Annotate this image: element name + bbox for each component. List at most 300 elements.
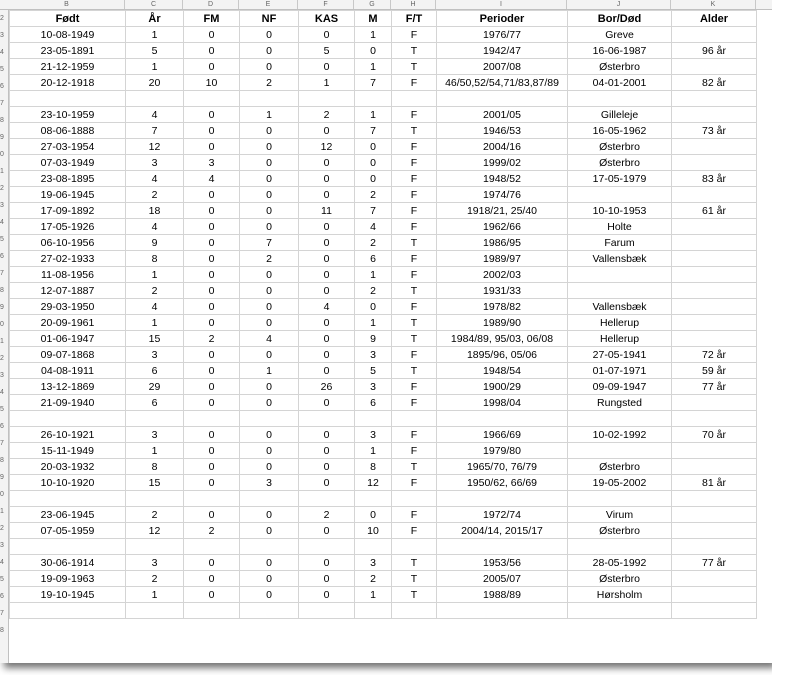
table-cell[interactable]: 0 xyxy=(240,587,299,603)
table-cell[interactable] xyxy=(184,491,240,507)
table-cell[interactable]: 0 xyxy=(184,299,240,315)
row-number[interactable]: 7 xyxy=(0,100,4,107)
table-cell[interactable] xyxy=(672,27,757,43)
table-cell[interactable] xyxy=(392,411,437,427)
table-cell[interactable]: 1953/56 xyxy=(437,555,568,571)
row-number[interactable]: 9 xyxy=(0,134,4,141)
table-cell[interactable]: 0 xyxy=(299,235,355,251)
table-cell[interactable]: 16-05-1962 xyxy=(568,123,672,139)
table-cell[interactable]: 0 xyxy=(184,315,240,331)
table-cell[interactable] xyxy=(568,267,672,283)
table-cell[interactable] xyxy=(299,491,355,507)
table-cell[interactable] xyxy=(10,603,126,619)
table-cell[interactable]: F xyxy=(392,267,437,283)
table-cell[interactable]: 2 xyxy=(240,251,299,267)
table-cell[interactable]: 19-05-2002 xyxy=(568,475,672,491)
table-cell[interactable]: F xyxy=(392,251,437,267)
table-cell[interactable] xyxy=(126,91,184,107)
table-cell[interactable]: 1998/04 xyxy=(437,395,568,411)
table-cell[interactable]: 1950/62, 66/69 xyxy=(437,475,568,491)
table-cell[interactable]: 0 xyxy=(240,523,299,539)
table-cell[interactable]: 17-05-1926 xyxy=(10,219,126,235)
table-cell[interactable]: T xyxy=(392,571,437,587)
table-cell[interactable]: 1988/89 xyxy=(437,587,568,603)
table-cell[interactable] xyxy=(672,331,757,347)
table-cell[interactable]: 0 xyxy=(299,315,355,331)
table-cell[interactable]: 0 xyxy=(184,555,240,571)
table-cell[interactable]: 2 xyxy=(126,571,184,587)
row-number[interactable]: 0 xyxy=(0,491,4,498)
table-cell[interactable]: Østerbro xyxy=(568,571,672,587)
table-cell[interactable]: 20-12-1918 xyxy=(10,75,126,91)
table-cell[interactable]: 4 xyxy=(126,219,184,235)
table-cell[interactable]: F xyxy=(392,139,437,155)
table-cell[interactable]: 3 xyxy=(184,155,240,171)
table-cell[interactable]: Virum xyxy=(568,507,672,523)
row-number[interactable]: 6 xyxy=(0,593,4,600)
table-cell[interactable]: T xyxy=(392,315,437,331)
table-cell[interactable]: 83 år xyxy=(672,171,757,187)
table-cell[interactable]: 0 xyxy=(299,443,355,459)
table-cell[interactable]: 0 xyxy=(240,347,299,363)
table-cell[interactable]: 26 xyxy=(299,379,355,395)
table-cell[interactable]: 0 xyxy=(240,187,299,203)
column-letter[interactable]: K xyxy=(671,0,756,9)
table-cell[interactable] xyxy=(672,283,757,299)
table-cell[interactable]: F xyxy=(392,203,437,219)
table-cell[interactable] xyxy=(672,539,757,555)
table-cell[interactable]: 19-09-1963 xyxy=(10,571,126,587)
table-cell[interactable]: 3 xyxy=(126,555,184,571)
table-cell[interactable]: 0 xyxy=(355,155,392,171)
table-cell[interactable]: 0 xyxy=(184,267,240,283)
table-cell[interactable]: 0 xyxy=(299,219,355,235)
table-cell[interactable]: 1948/52 xyxy=(437,171,568,187)
table-cell[interactable]: 1 xyxy=(355,107,392,123)
row-number[interactable]: 9 xyxy=(0,304,4,311)
row-number[interactable]: 8 xyxy=(0,117,4,124)
table-cell[interactable]: 0 xyxy=(184,395,240,411)
table-cell[interactable]: 0 xyxy=(299,251,355,267)
table-cell[interactable]: 2 xyxy=(126,507,184,523)
table-cell[interactable]: 0 xyxy=(240,507,299,523)
table-cell[interactable]: 0 xyxy=(299,27,355,43)
table-cell[interactable]: 4 xyxy=(126,171,184,187)
table-cell[interactable]: 0 xyxy=(299,523,355,539)
row-number[interactable]: 2 xyxy=(0,185,4,192)
table-cell[interactable]: 29 xyxy=(126,379,184,395)
table-cell[interactable]: 04-01-2001 xyxy=(568,75,672,91)
table-cell[interactable] xyxy=(184,411,240,427)
table-cell[interactable]: 2 xyxy=(126,187,184,203)
table-cell[interactable]: 29-03-1950 xyxy=(10,299,126,315)
table-cell[interactable]: T xyxy=(392,235,437,251)
table-cell[interactable]: 11 xyxy=(299,203,355,219)
table-cell[interactable] xyxy=(672,299,757,315)
table-cell[interactable] xyxy=(392,491,437,507)
table-cell[interactable]: 9 xyxy=(355,331,392,347)
table-cell[interactable]: 4 xyxy=(240,331,299,347)
table-cell[interactable] xyxy=(126,539,184,555)
table-cell[interactable]: F xyxy=(392,395,437,411)
table-cell[interactable] xyxy=(568,539,672,555)
table-cell[interactable]: 12 xyxy=(126,139,184,155)
table-cell[interactable]: F xyxy=(392,523,437,539)
table-cell[interactable]: T xyxy=(392,123,437,139)
table-cell[interactable]: 0 xyxy=(184,219,240,235)
table-cell[interactable]: Hellerup xyxy=(568,331,672,347)
table-cell[interactable]: 0 xyxy=(240,27,299,43)
table-cell[interactable]: 0 xyxy=(184,459,240,475)
table-cell[interactable]: 0 xyxy=(299,331,355,347)
column-letter[interactable]: E xyxy=(239,0,298,9)
table-cell[interactable]: 1 xyxy=(355,315,392,331)
table-cell[interactable] xyxy=(299,539,355,555)
table-cell[interactable]: 08-06-1888 xyxy=(10,123,126,139)
table-cell[interactable]: 0 xyxy=(240,59,299,75)
table-cell[interactable]: 4 xyxy=(299,299,355,315)
table-cell[interactable]: F xyxy=(392,219,437,235)
table-cell[interactable]: 6 xyxy=(355,251,392,267)
table-cell[interactable]: 28-05-1992 xyxy=(568,555,672,571)
table-cell[interactable]: 1986/95 xyxy=(437,235,568,251)
table-cell[interactable]: 0 xyxy=(299,347,355,363)
table-cell[interactable] xyxy=(126,603,184,619)
table-cell[interactable]: 0 xyxy=(299,395,355,411)
table-cell[interactable]: 1 xyxy=(355,59,392,75)
row-number[interactable]: 7 xyxy=(0,440,4,447)
row-number[interactable]: 0 xyxy=(0,321,4,328)
table-cell[interactable]: 09-07-1868 xyxy=(10,347,126,363)
table-cell[interactable]: 10 xyxy=(184,75,240,91)
table-cell[interactable]: 7 xyxy=(355,75,392,91)
table-cell[interactable] xyxy=(672,267,757,283)
table-cell[interactable]: F xyxy=(392,171,437,187)
table-cell[interactable]: 1 xyxy=(299,75,355,91)
table-cell[interactable]: 1942/47 xyxy=(437,43,568,59)
table-cell[interactable]: Østerbro xyxy=(568,155,672,171)
table-cell[interactable]: 1 xyxy=(126,443,184,459)
table-cell[interactable]: F xyxy=(392,475,437,491)
table-cell[interactable]: 0 xyxy=(240,459,299,475)
table-cell[interactable]: 0 xyxy=(184,123,240,139)
table-cell[interactable]: 0 xyxy=(240,395,299,411)
table-cell[interactable]: 13-12-1869 xyxy=(10,379,126,395)
table-cell[interactable]: 70 år xyxy=(672,427,757,443)
table-cell[interactable]: 27-02-1933 xyxy=(10,251,126,267)
table-cell[interactable]: 0 xyxy=(355,139,392,155)
table-cell[interactable]: F xyxy=(392,155,437,171)
table-cell[interactable]: 2001/05 xyxy=(437,107,568,123)
row-number[interactable]: 7 xyxy=(0,610,4,617)
table-cell[interactable]: 0 xyxy=(299,475,355,491)
row-number[interactable]: 6 xyxy=(0,423,4,430)
table-cell[interactable]: 0 xyxy=(299,283,355,299)
table-cell[interactable] xyxy=(392,603,437,619)
table-cell[interactable]: Østerbro xyxy=(568,139,672,155)
table-cell[interactable]: 0 xyxy=(299,59,355,75)
table-cell[interactable]: F xyxy=(392,75,437,91)
table-cell[interactable]: 0 xyxy=(184,107,240,123)
table-cell[interactable] xyxy=(672,59,757,75)
table-cell[interactable] xyxy=(568,491,672,507)
row-number[interactable]: 6 xyxy=(0,253,4,260)
table-cell[interactable]: 27-03-1954 xyxy=(10,139,126,155)
table-cell[interactable]: 81 år xyxy=(672,475,757,491)
table-cell[interactable]: 7 xyxy=(355,123,392,139)
table-cell[interactable]: 12 xyxy=(299,139,355,155)
row-number[interactable]: 1 xyxy=(0,508,4,515)
row-number[interactable]: 9 xyxy=(0,474,4,481)
table-cell[interactable]: 20 xyxy=(126,75,184,91)
table-cell[interactable]: 18 xyxy=(126,203,184,219)
table-cell[interactable]: 9 xyxy=(126,235,184,251)
table-cell[interactable] xyxy=(355,411,392,427)
table-cell[interactable]: 1989/97 xyxy=(437,251,568,267)
table-cell[interactable]: Rungsted xyxy=(568,395,672,411)
table-cell[interactable]: 07-03-1949 xyxy=(10,155,126,171)
table-cell[interactable]: 0 xyxy=(184,187,240,203)
row-number[interactable]: 5 xyxy=(0,576,4,583)
row-number[interactable]: 2 xyxy=(0,355,4,362)
table-cell[interactable]: 1918/21, 25/40 xyxy=(437,203,568,219)
table-cell[interactable]: 30-06-1914 xyxy=(10,555,126,571)
table-cell[interactable] xyxy=(672,587,757,603)
table-cell[interactable] xyxy=(672,219,757,235)
table-cell[interactable]: 0 xyxy=(299,427,355,443)
table-cell[interactable]: 1984/89, 95/03, 06/08 xyxy=(437,331,568,347)
table-cell[interactable]: Hellerup xyxy=(568,315,672,331)
table-cell[interactable] xyxy=(184,91,240,107)
table-cell[interactable]: 0 xyxy=(355,299,392,315)
table-cell[interactable]: 23-10-1959 xyxy=(10,107,126,123)
table-cell[interactable] xyxy=(355,491,392,507)
table-cell[interactable]: 0 xyxy=(184,235,240,251)
table-cell[interactable]: T xyxy=(392,59,437,75)
table-cell[interactable] xyxy=(568,91,672,107)
row-number[interactable]: 4 xyxy=(0,389,4,396)
table-cell[interactable]: 0 xyxy=(184,27,240,43)
table-cell[interactable]: 20-03-1932 xyxy=(10,459,126,475)
table-cell[interactable]: 2 xyxy=(355,187,392,203)
table-cell[interactable]: 19-06-1945 xyxy=(10,187,126,203)
table-cell[interactable]: 1900/29 xyxy=(437,379,568,395)
row-number[interactable]: 8 xyxy=(0,287,4,294)
table-cell[interactable]: 1 xyxy=(355,587,392,603)
table-cell[interactable]: 10-08-1949 xyxy=(10,27,126,43)
table-cell[interactable]: 3 xyxy=(126,347,184,363)
table-cell[interactable]: 46/50,52/54,71/83,87/89 xyxy=(437,75,568,91)
row-number[interactable]: 6 xyxy=(0,83,4,90)
table-cell[interactable]: 2 xyxy=(355,235,392,251)
table-cell[interactable]: 17-05-1979 xyxy=(568,171,672,187)
table-cell[interactable]: 0 xyxy=(355,171,392,187)
table-cell[interactable] xyxy=(355,91,392,107)
table-cell[interactable]: 0 xyxy=(184,443,240,459)
table-cell[interactable]: 1962/66 xyxy=(437,219,568,235)
table-cell[interactable] xyxy=(299,91,355,107)
table-cell[interactable]: 1 xyxy=(240,107,299,123)
table-cell[interactable]: 1 xyxy=(355,267,392,283)
table-cell[interactable]: 0 xyxy=(240,171,299,187)
table-cell[interactable] xyxy=(568,411,672,427)
table-cell[interactable]: 2 xyxy=(299,107,355,123)
column-letter[interactable]: C xyxy=(125,0,183,9)
row-number[interactable]: 8 xyxy=(0,457,4,464)
table-cell[interactable]: 72 år xyxy=(672,347,757,363)
table-cell[interactable]: 1946/53 xyxy=(437,123,568,139)
table-cell[interactable]: 6 xyxy=(355,395,392,411)
table-cell[interactable]: 4 xyxy=(184,171,240,187)
table-cell[interactable]: Hørsholm xyxy=(568,587,672,603)
table-cell[interactable]: 2 xyxy=(184,331,240,347)
table-cell[interactable]: 4 xyxy=(126,107,184,123)
table-cell[interactable]: 01-06-1947 xyxy=(10,331,126,347)
table-cell[interactable]: 1 xyxy=(126,27,184,43)
table-cell[interactable] xyxy=(672,507,757,523)
row-number[interactable]: 5 xyxy=(0,406,4,413)
table-cell[interactable] xyxy=(299,411,355,427)
table-cell[interactable]: 4 xyxy=(355,219,392,235)
table-cell[interactable]: 0 xyxy=(240,267,299,283)
table-cell[interactable]: 1 xyxy=(126,59,184,75)
table-cell[interactable]: 0 xyxy=(299,555,355,571)
table-cell[interactable] xyxy=(355,603,392,619)
table-cell[interactable]: 15-11-1949 xyxy=(10,443,126,459)
table-cell[interactable] xyxy=(672,107,757,123)
table-cell[interactable]: 0 xyxy=(299,363,355,379)
table-cell[interactable]: 1895/96, 05/06 xyxy=(437,347,568,363)
table-cell[interactable]: 3 xyxy=(240,475,299,491)
row-number[interactable]: 0 xyxy=(0,151,4,158)
table-cell[interactable] xyxy=(672,571,757,587)
table-cell[interactable]: 2 xyxy=(184,523,240,539)
table-cell[interactable]: 0 xyxy=(184,587,240,603)
table-cell[interactable]: 0 xyxy=(299,267,355,283)
table-cell[interactable]: 20-09-1961 xyxy=(10,315,126,331)
table-cell[interactable]: 1 xyxy=(240,363,299,379)
table-cell[interactable]: 0 xyxy=(184,363,240,379)
table-cell[interactable]: 1965/70, 76/79 xyxy=(437,459,568,475)
table-cell[interactable]: F xyxy=(392,379,437,395)
column-header[interactable]: M xyxy=(355,11,392,27)
row-number[interactable]: 3 xyxy=(0,372,4,379)
table-cell[interactable]: 0 xyxy=(355,507,392,523)
table-cell[interactable]: 12 xyxy=(126,523,184,539)
table-cell[interactable]: 10-10-1953 xyxy=(568,203,672,219)
table-cell[interactable]: F xyxy=(392,299,437,315)
table-cell[interactable]: 15 xyxy=(126,475,184,491)
column-header[interactable]: Perioder xyxy=(437,11,568,27)
table-cell[interactable]: 0 xyxy=(184,139,240,155)
table-cell[interactable]: 27-05-1941 xyxy=(568,347,672,363)
table-cell[interactable] xyxy=(672,523,757,539)
table-cell[interactable] xyxy=(568,283,672,299)
table-cell[interactable]: 82 år xyxy=(672,75,757,91)
table-cell[interactable]: 3 xyxy=(355,555,392,571)
table-cell[interactable]: 0 xyxy=(240,139,299,155)
table-cell[interactable] xyxy=(437,411,568,427)
table-cell[interactable]: F xyxy=(392,107,437,123)
table-cell[interactable]: 3 xyxy=(355,347,392,363)
table-cell[interactable]: Østerbro xyxy=(568,523,672,539)
row-number[interactable]: 3 xyxy=(0,32,4,39)
row-number[interactable]: 8 xyxy=(0,627,4,634)
table-cell[interactable]: 19-10-1945 xyxy=(10,587,126,603)
table-cell[interactable] xyxy=(437,603,568,619)
table-cell[interactable]: 6 xyxy=(126,363,184,379)
table-cell[interactable]: 96 år xyxy=(672,43,757,59)
table-cell[interactable]: 1978/82 xyxy=(437,299,568,315)
table-cell[interactable]: 2 xyxy=(355,571,392,587)
column-header[interactable]: NF xyxy=(240,11,299,27)
row-number[interactable]: 3 xyxy=(0,202,4,209)
table-cell[interactable] xyxy=(240,91,299,107)
table-cell[interactable]: 3 xyxy=(355,427,392,443)
column-letter[interactable]: G xyxy=(354,0,391,9)
table-cell[interactable] xyxy=(240,491,299,507)
table-cell[interactable]: 0 xyxy=(184,507,240,523)
table-cell[interactable]: 7 xyxy=(126,123,184,139)
table-cell[interactable]: T xyxy=(392,331,437,347)
row-number[interactable]: 3 xyxy=(0,542,4,549)
table-cell[interactable]: 0 xyxy=(240,123,299,139)
table-cell[interactable] xyxy=(437,539,568,555)
table-cell[interactable]: F xyxy=(392,347,437,363)
table-cell[interactable]: 0 xyxy=(240,155,299,171)
table-cell[interactable]: 0 xyxy=(184,203,240,219)
row-number[interactable]: 5 xyxy=(0,66,4,73)
column-header[interactable]: FM xyxy=(184,11,240,27)
table-cell[interactable] xyxy=(672,91,757,107)
table-cell[interactable] xyxy=(184,539,240,555)
row-number[interactable]: 5 xyxy=(0,236,4,243)
table-cell[interactable]: 0 xyxy=(355,43,392,59)
table-cell[interactable]: 2007/08 xyxy=(437,59,568,75)
table-cell[interactable]: Greve xyxy=(568,27,672,43)
row-number[interactable]: 4 xyxy=(0,559,4,566)
table-cell[interactable]: 2004/16 xyxy=(437,139,568,155)
table-cell[interactable]: 3 xyxy=(126,427,184,443)
table-cell[interactable] xyxy=(299,603,355,619)
row-number[interactable]: 1 xyxy=(0,168,4,175)
row-number[interactable]: 2 xyxy=(0,525,4,532)
table-cell[interactable] xyxy=(672,315,757,331)
table-cell[interactable]: 7 xyxy=(240,235,299,251)
table-cell[interactable]: 61 år xyxy=(672,203,757,219)
table-cell[interactable]: F xyxy=(392,187,437,203)
table-cell[interactable]: T xyxy=(392,43,437,59)
table-cell[interactable]: 2004/14, 2015/17 xyxy=(437,523,568,539)
table-cell[interactable]: 2 xyxy=(299,507,355,523)
table-cell[interactable]: T xyxy=(392,459,437,475)
column-letter[interactable]: I xyxy=(436,0,567,9)
table-cell[interactable]: Østerbro xyxy=(568,459,672,475)
table-cell[interactable]: 6 xyxy=(126,395,184,411)
table-cell[interactable] xyxy=(10,539,126,555)
table-cell[interactable] xyxy=(392,91,437,107)
table-cell[interactable]: 2005/07 xyxy=(437,571,568,587)
table-cell[interactable]: 0 xyxy=(184,475,240,491)
table-cell[interactable]: T xyxy=(392,587,437,603)
column-letter[interactable]: B xyxy=(9,0,125,9)
table-cell[interactable]: 0 xyxy=(240,43,299,59)
table-cell[interactable] xyxy=(240,411,299,427)
table-cell[interactable] xyxy=(240,603,299,619)
table-cell[interactable]: 1979/80 xyxy=(437,443,568,459)
table-cell[interactable]: 10-02-1992 xyxy=(568,427,672,443)
table-cell[interactable]: 0 xyxy=(184,251,240,267)
